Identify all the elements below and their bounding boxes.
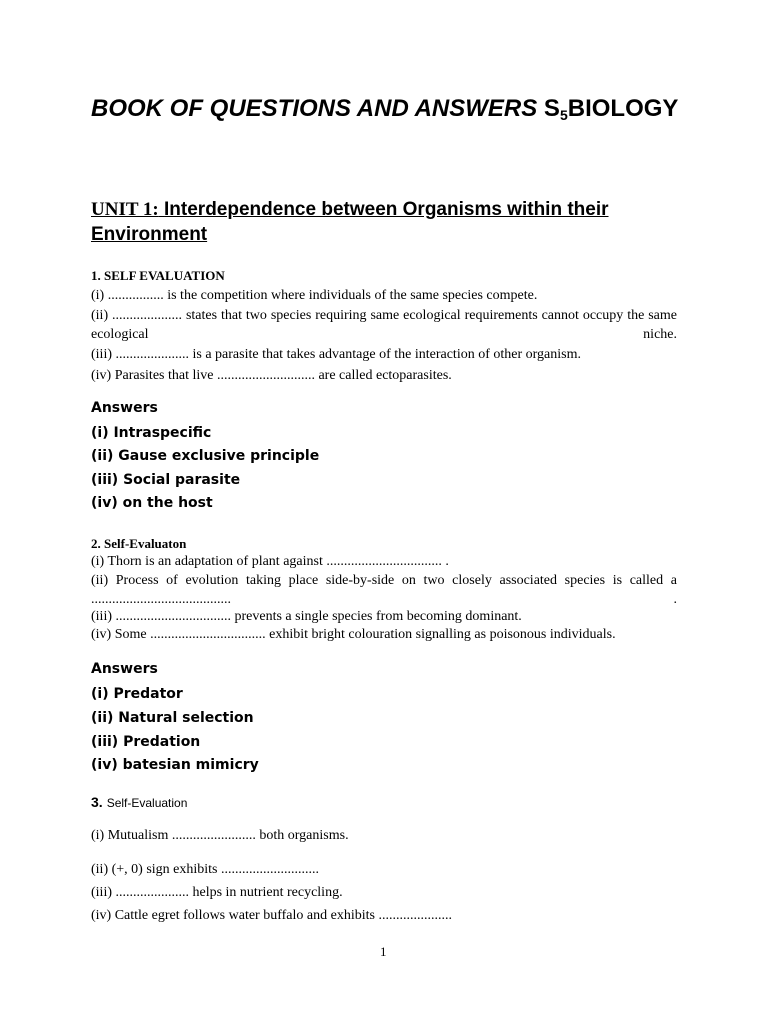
section1-answers-heading: Answers <box>91 400 158 416</box>
section2-answer-4: (iv) batesian mimicry <box>91 757 259 773</box>
document-title <box>91 95 678 123</box>
section3-heading-label: Self-Evaluation <box>106 796 188 810</box>
section1-answer-2: (ii) Gause exclusive principle <box>91 448 320 464</box>
title-subscript: 5 <box>559 107 568 123</box>
section1-heading: 1. SELF EVALUATION <box>91 268 225 283</box>
section1-question-2 <box>91 306 677 344</box>
section2-answer-1: (i) Predator <box>91 686 183 702</box>
section3-question-1: (i) Mutualism ........................ both organisms. <box>91 828 349 843</box>
section3-question-2: (ii) (+, 0) sign exhibits ............................ <box>91 862 319 877</box>
section3-question-3: (iii) ..................... helps in nutrient recycling. <box>91 885 343 900</box>
section1-question-3: (iii) ..................... is a parasite that takes advantage of the interaction of other organism. <box>91 347 581 362</box>
unit-number: UNIT 1: <box>91 199 159 220</box>
section2-answers-heading: Answers <box>91 661 158 677</box>
section3-heading-number: 3. <box>91 794 103 810</box>
section1-question-1: (i) ................ is the competition where individuals of the same species compete. <box>91 288 538 303</box>
title-s: S <box>543 95 560 122</box>
section1-question-2-text: (ii) .................... states that two species requiring same ecological requirements cannot occupy the same ecological niche. <box>91 308 677 342</box>
section1-question-4: (iv) Parasites that live ............................ are called ectoparasites. <box>91 368 452 383</box>
section1-answer-3: (iii) Social parasite <box>91 472 241 488</box>
title-subject: BIOLOGY <box>567 95 679 122</box>
section3-question-4: (iv) Cattle egret follows water buffalo and exhibits ..................... <box>91 908 452 923</box>
section2-question-2 <box>91 571 677 609</box>
section2-heading: 2. Self-Evaluaton <box>91 536 187 551</box>
page-number: 1 <box>380 944 387 959</box>
section3-heading <box>91 794 187 812</box>
section2-answer-3: (iii) Predation <box>91 734 201 750</box>
section2-question-4: (iv) Some ................................. exhibit bright colouration signalling as poisonous individuals. <box>91 627 616 642</box>
section2-question-2-text: (ii) Process of evolution taking place side-by-side on two closely associated species is called a ........................................ . <box>91 573 677 607</box>
section2-answer-2: (ii) Natural selection <box>91 710 254 726</box>
section2-question-1: (i) Thorn is an adaptation of plant against ................................. . <box>91 554 449 569</box>
section1-answer-4: (iv) on the host <box>91 495 213 511</box>
title-main: BOOK OF QUESTIONS AND ANSWERS <box>91 95 538 122</box>
section2-question-3: (iii) ................................. prevents a single species from becoming dominant. <box>91 609 522 624</box>
unit-heading <box>91 197 691 247</box>
unit-title: Interdependence between Organisms within their Environment <box>91 199 609 245</box>
section1-answer-1: (i) Intraspecific <box>91 425 212 441</box>
